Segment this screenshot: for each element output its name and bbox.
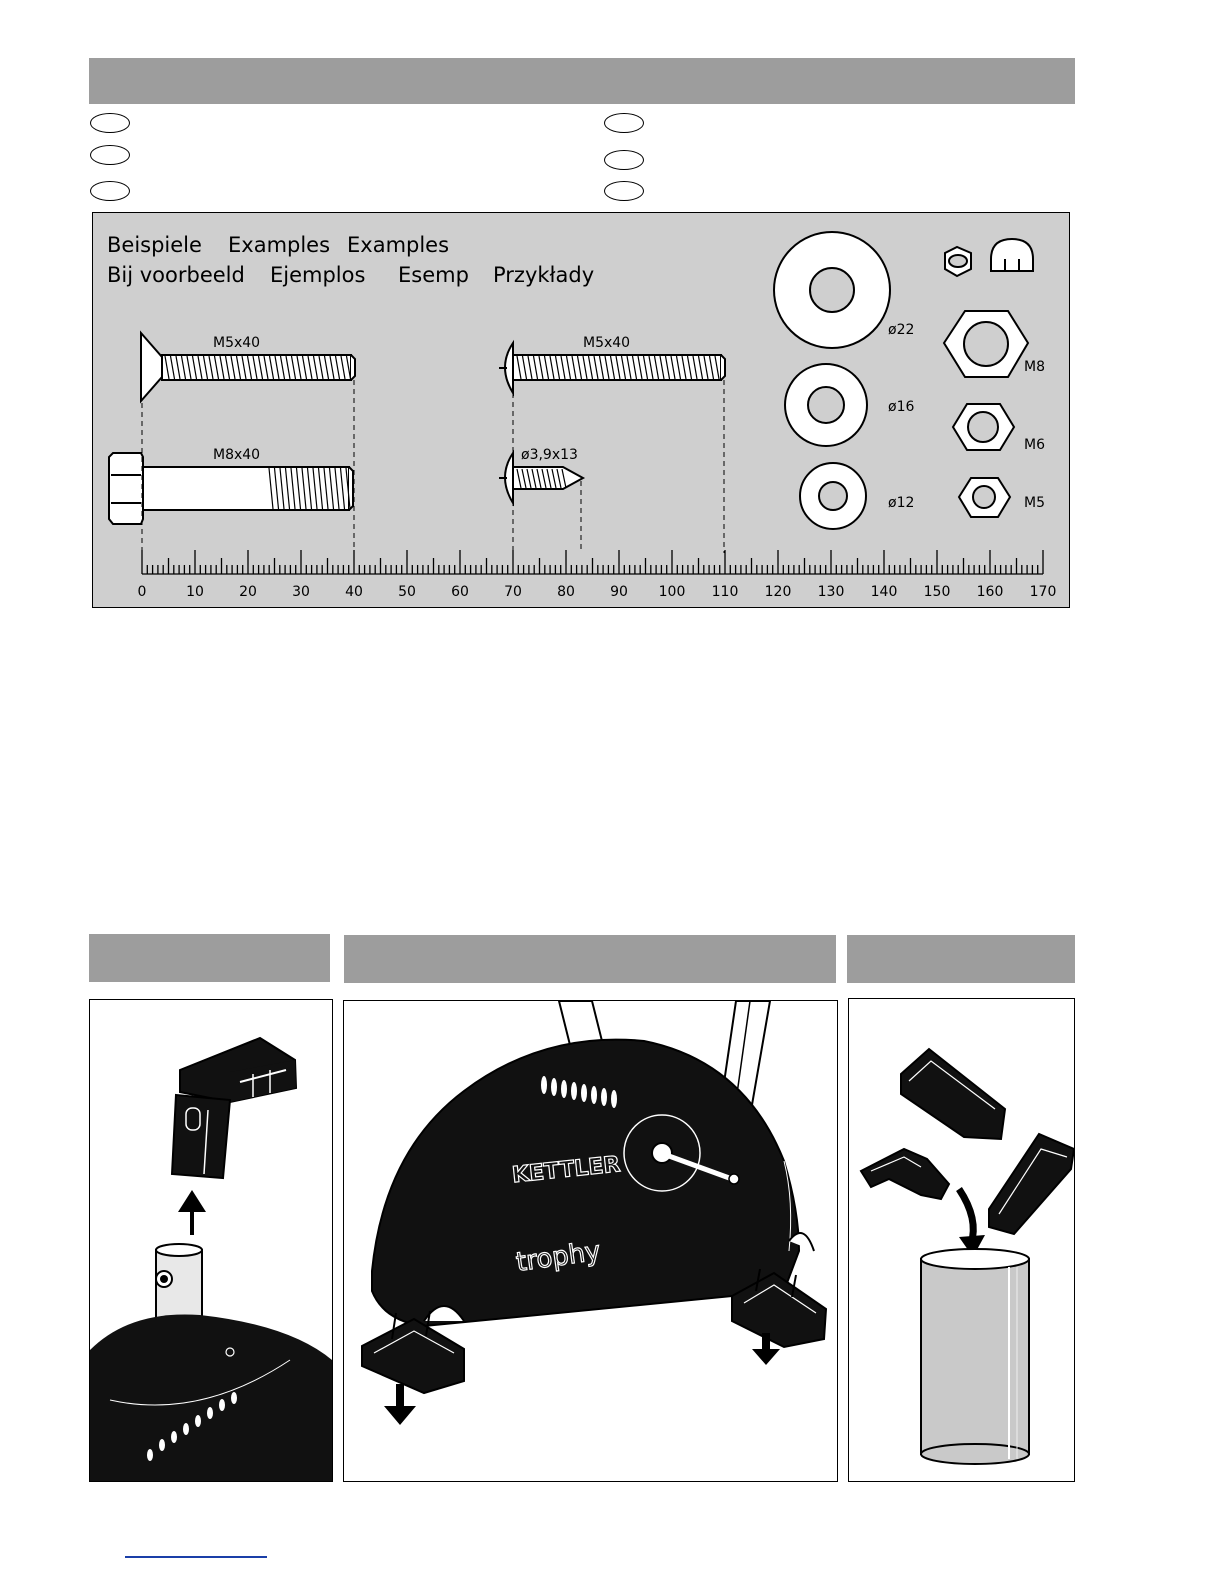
nut-label-m5: M5 bbox=[1024, 495, 1045, 511]
washer-16 bbox=[785, 364, 867, 446]
ruler-label: 10 bbox=[186, 584, 204, 600]
illustration-frame-middle bbox=[343, 1000, 838, 1482]
ruler-label: 150 bbox=[923, 584, 951, 600]
ruler-label: 40 bbox=[345, 584, 363, 600]
nut-label-m6: M6 bbox=[1024, 437, 1045, 453]
language-flag-oval bbox=[90, 113, 130, 133]
screw-label-m5x40-countersunk: M5x40 bbox=[213, 335, 261, 351]
disposal-bin-drawing bbox=[849, 999, 1074, 1481]
hex-nut-m5 bbox=[959, 478, 1010, 517]
hex-bolt bbox=[109, 453, 353, 524]
ruler-label: 90 bbox=[610, 584, 628, 600]
examples-label-en: Examples bbox=[228, 233, 331, 257]
ruler bbox=[142, 550, 1043, 574]
washer-label-16: ø16 bbox=[888, 399, 915, 415]
kettler-logo-text: KETTLER bbox=[510, 1152, 622, 1189]
ruler-label: 80 bbox=[557, 584, 575, 600]
ruler-label: 170 bbox=[1029, 584, 1057, 600]
language-flag-oval bbox=[90, 181, 130, 201]
language-flag-oval bbox=[604, 181, 644, 201]
washer-22 bbox=[774, 232, 890, 348]
ruler-label: 100 bbox=[658, 584, 686, 600]
ruler-label: 160 bbox=[976, 584, 1004, 600]
screw-label-m5x40-round: M5x40 bbox=[583, 335, 631, 351]
ruler-label: 120 bbox=[764, 584, 792, 600]
step-header-bar-left bbox=[89, 934, 330, 982]
illustration-frame-left bbox=[89, 999, 333, 1482]
illustration-frame-right bbox=[848, 998, 1075, 1482]
screw-label-tapping: ø3,9x13 bbox=[521, 447, 578, 463]
washer-12 bbox=[800, 463, 866, 529]
language-flag-oval bbox=[90, 145, 130, 165]
hex-nut-m6 bbox=[953, 404, 1014, 450]
hardware-drawing bbox=[93, 213, 1068, 606]
hardware-reference-panel bbox=[92, 212, 1070, 608]
cap-nut bbox=[991, 239, 1033, 271]
bolt-label-m8x40: M8x40 bbox=[213, 447, 261, 463]
bottom-divider-line bbox=[125, 1556, 267, 1558]
washer-label-22: ø22 bbox=[888, 322, 915, 338]
examples-label-it: Esemp bbox=[398, 263, 469, 287]
trophy-model-text: trophy bbox=[514, 1236, 603, 1278]
hex-nut-m8 bbox=[944, 311, 1028, 377]
examples-label-de: Beispiele bbox=[107, 233, 202, 257]
step-header-bar-middle bbox=[344, 935, 836, 983]
ruler-label: 110 bbox=[711, 584, 739, 600]
ruler-label: 0 bbox=[137, 584, 147, 600]
language-flag-oval bbox=[604, 113, 644, 133]
examples-label-nl: Bij voorbeeld bbox=[107, 263, 245, 287]
ruler-label: 60 bbox=[451, 584, 469, 600]
top-header-bar bbox=[89, 58, 1075, 104]
ruler-label: 130 bbox=[817, 584, 845, 600]
washer-label-12: ø12 bbox=[888, 495, 915, 511]
lock-nut bbox=[945, 247, 971, 276]
ruler-label: 70 bbox=[504, 584, 522, 600]
ruler-label: 140 bbox=[870, 584, 898, 600]
examples-label-es: Ejemplos bbox=[270, 263, 366, 287]
examples-label-pl: Przykłady bbox=[493, 263, 595, 287]
examples-label-fr: Examples bbox=[347, 233, 450, 257]
nut-label-m8: M8 bbox=[1024, 359, 1045, 375]
language-flag-oval bbox=[604, 150, 644, 170]
bike-cover-drawing bbox=[344, 1001, 837, 1481]
ruler-label: 30 bbox=[292, 584, 310, 600]
handlebar-cap-drawing bbox=[90, 1000, 332, 1481]
ruler-label: 50 bbox=[398, 584, 416, 600]
step-header-bar-right bbox=[847, 935, 1075, 983]
ruler-label: 20 bbox=[239, 584, 257, 600]
